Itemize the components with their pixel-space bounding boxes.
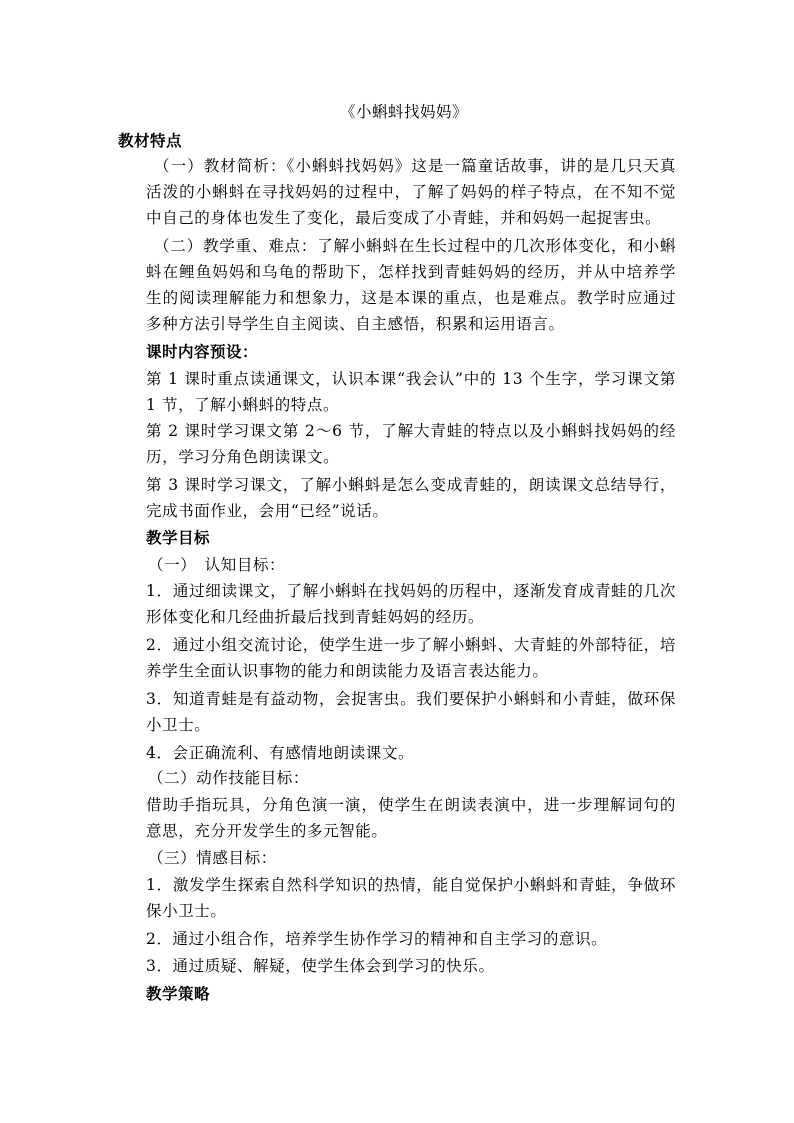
lesson-2-text: 第 2 课时学习课文第 2～6 节，了解大青蛙的特点以及小蝌蚪找妈妈的经历，学习分角色朗读课文。	[146, 422, 676, 466]
cognitive-item-2: 2．通过小组交流讨论，使学生进一步了解小蝌蚪、大青蛙的外部特征，培养学生全面认识事物的能力和朗读能力及语言表达能力。	[146, 636, 676, 680]
heading-material: 教材特点	[118, 131, 183, 150]
heading-goals: 教学目标	[146, 528, 211, 547]
lesson-3-text: 第 3 课时学习课文，了解小蝌蚪是怎么变成青蛙的，朗读课文总结导行，完成书面作业，会用“已经”说话。	[146, 476, 676, 520]
skill-heading: （二）动作技能目标：	[148, 769, 310, 787]
emotion-item-2: 2．通过小组合作，培养学生协作学习的精神和自主学习的意识。	[146, 930, 608, 948]
emotion-heading: （三）情感目标：	[148, 849, 277, 867]
emotion-item-3: 3．通过质疑、解疑，使学生体会到学习的快乐。	[146, 957, 495, 975]
title-text: 《小蝌蚪找妈妈》	[339, 103, 468, 121]
material-paragraph-1: （一）教材简析：《小蝌蚪找妈妈》这是一篇童话故事，讲的是几只天真活泼的小蝌蚪在寻找妈妈的过程中，了解了妈妈的样子特点，在不知不觉中自己的身体也发生了变化，最后变成了小青蛙，并和妈妈一起捉害虫。	[146, 157, 676, 227]
lesson-1-text: 第 1 课时重点读通课文，认识本课“我会认”中的 13 个生字，学习课文第 1 节，了解小蝌蚪的特点。	[146, 370, 676, 414]
heading-lessons: 课时内容预设：	[146, 342, 259, 361]
cognitive-heading: （一） 认知目标：	[148, 556, 286, 574]
material-paragraph-2: （二）教学重、难点：了解小蝌蚪在生长过程中的几次形体变化，和小蝌蚪在鲤鱼妈妈和乌龟的帮助下，怎样找到青蛙妈妈的经历，并从中培养学生的阅读理解能力和想象力，这是本课的重点，也是难点。教学时应通过多种方法引导学生自主阅读、自主感悟，积累和运用语言。	[146, 237, 676, 333]
cognitive-item-1: 1．通过细读课文，了解小蝌蚪在找妈妈的历程中，逐渐发育成青蛙的几次形体变化和几经曲折最后找到青蛙妈妈的经历。	[146, 582, 676, 626]
cognitive-item-3: 3．知道青蛙是有益动物，会捉害虫。我们要保护小蝌蚪和小青蛙，做环保小卫士。	[146, 690, 676, 734]
skill-text: 借助手指玩具，分角色演一演，使学生在朗读表演中，进一步理解词句的意思，充分开发学生的多元智能。	[146, 796, 676, 840]
heading-strategy: 教学策略	[146, 984, 211, 1003]
cognitive-item-4: 4．会正确流利、有感情地朗读课文。	[146, 744, 415, 762]
document-title	[0, 100, 794, 124]
emotion-item-1: 1．激发学生探索自然科学知识的热情，能自觉保护小蝌蚪和青蛙，争做环保小卫士。	[146, 876, 676, 920]
